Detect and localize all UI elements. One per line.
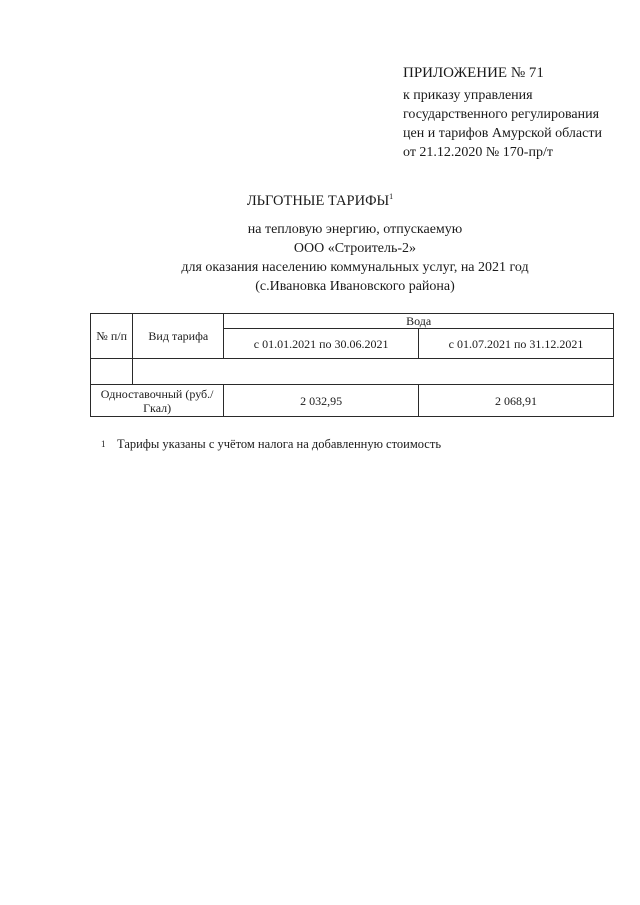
cell-tariff-type: Одноставочный (руб./Гкал) (91, 385, 224, 417)
appendix-line-date: от 21.12.2020 № 170-пр/т (403, 145, 553, 160)
appendix-header (403, 64, 633, 162)
appendix-title: ПРИЛОЖЕНИЕ № 71 (403, 65, 544, 81)
appendix-line-department: государственного регулирования (403, 107, 600, 122)
table-cell (91, 359, 133, 385)
table-header-row (91, 314, 614, 329)
footnote-mark: 1 (101, 439, 106, 449)
subtitle-line-location: (с.Ивановка Ивановского района) (255, 279, 455, 294)
table-row (91, 385, 614, 417)
subtitle-line-company: ООО «Строитель-2» (293, 241, 417, 256)
table-empty-row (91, 359, 614, 385)
table-cell (133, 359, 614, 385)
document-title (0, 188, 640, 210)
header-period-2: с 01.07.2021 по 31.12.2021 (419, 329, 614, 359)
document-subtitle (100, 220, 610, 296)
footnote (101, 437, 441, 452)
cell-period-2-value: 2 068,91 (419, 385, 614, 417)
appendix-line-order: к приказу управления (403, 88, 533, 103)
footnote-text: Тарифы указаны с учётом налога на добавленную стоимость (117, 437, 442, 451)
cell-period-1-value: 2 032,95 (224, 385, 419, 417)
header-tariff-type: Вид тарифа (133, 314, 224, 359)
tariff-table (90, 313, 614, 417)
appendix-line-region: цен и тарифов Амурской области (403, 126, 602, 141)
subtitle-line-purpose: для оказания населению коммунальных услуг, на 2021 год (181, 260, 529, 275)
header-group-water: Вода (224, 314, 614, 329)
title-footnote-mark: 1 (389, 192, 394, 201)
header-period-1: с 01.01.2021 по 30.06.2021 (224, 329, 419, 359)
subtitle-line-energy: на тепловую энергию, отпускаемую (247, 222, 463, 237)
header-number: № п/п (91, 314, 133, 359)
document-title-text: ЛЬГОТНЫЕ ТАРИФЫ (246, 192, 390, 209)
